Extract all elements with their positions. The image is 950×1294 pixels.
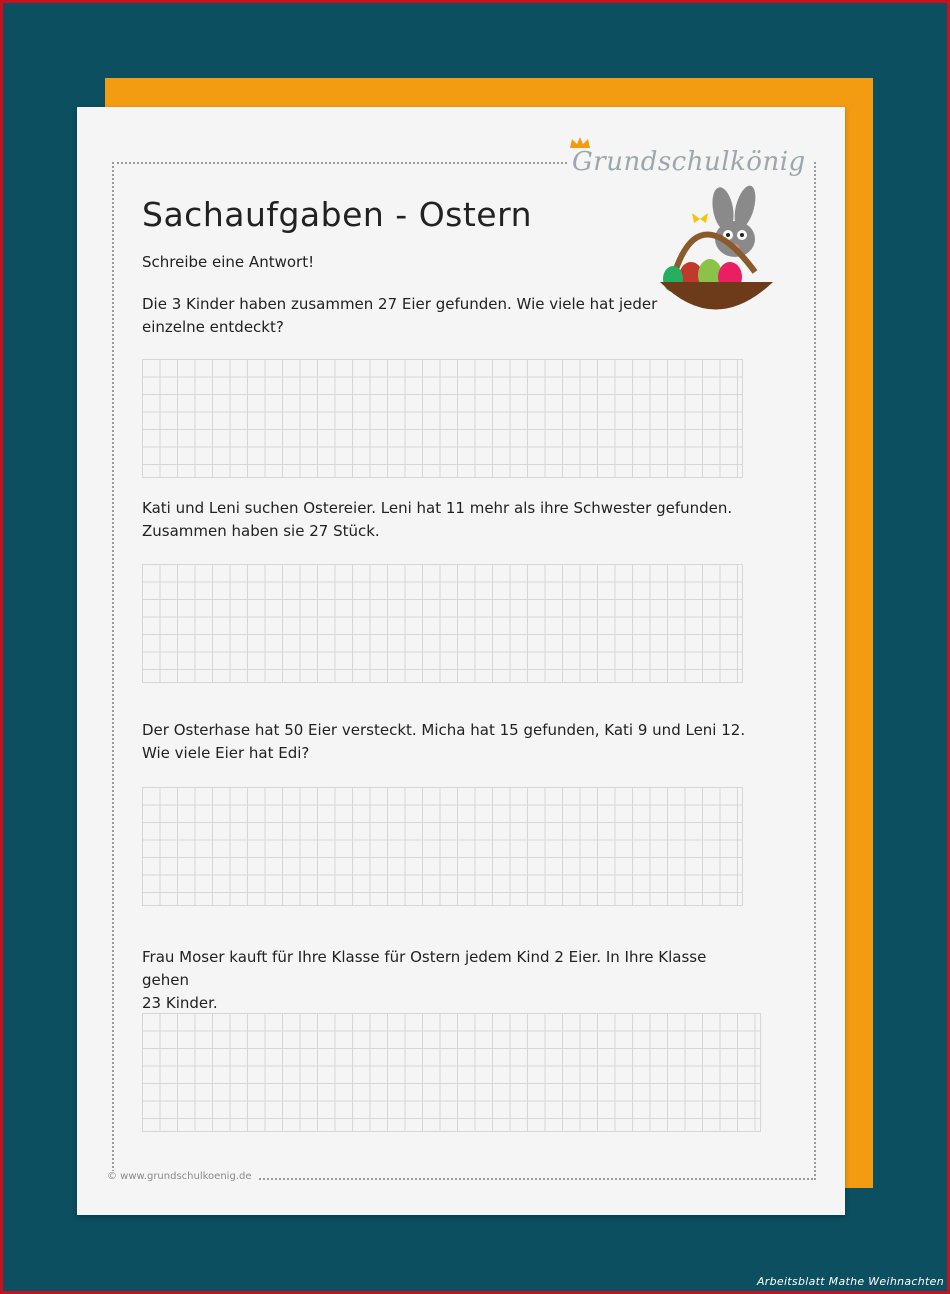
task-1-line-1: Die 3 Kinder haben zusammen 27 Eier gefunden. Wie viele hat jeder xyxy=(142,295,658,313)
footer-url: © www.grundschulkoenig.de xyxy=(107,1171,257,1182)
task-3 xyxy=(142,719,752,765)
page-title: Sachaufgaben - Ostern xyxy=(142,195,533,234)
task-4-line-2: 23 Kinder. xyxy=(142,994,218,1012)
task-3-line-1: Der Osterhase hat 50 Eier versteckt. Micha hat 15 gefunden, Kati 9 und Leni 12. xyxy=(142,721,746,739)
task-2-line-2: Zusammen haben sie 27 Stück. xyxy=(142,522,380,540)
task-1-line-2: einzelne entdeckt? xyxy=(142,318,284,336)
task-2-line-1: Kati und Leni suchen Ostereier. Leni hat 11 mehr als ihre Schwester gefunden. xyxy=(142,499,733,517)
task-4-line-1: Frau Moser kauft für Ihre Klasse für Ostern jedem Kind 2 Eier. In Ihre Klasse gehen xyxy=(142,948,707,989)
answer-grid-3[interactable] xyxy=(142,787,743,906)
answer-grid-1[interactable] xyxy=(142,359,743,478)
task-3-line-2: Wie viele Eier hat Edi? xyxy=(142,744,310,762)
task-1 xyxy=(142,293,752,339)
worksheet-page xyxy=(77,107,845,1215)
answer-grid-4[interactable] xyxy=(142,1013,761,1132)
instruction-text: Schreibe eine Antwort! xyxy=(142,253,315,271)
image-caption: Arbeitsblatt Mathe Weihnachten xyxy=(756,1275,944,1288)
answer-grid-2[interactable] xyxy=(142,564,743,683)
task-2 xyxy=(142,497,752,543)
brand-logo: Grundschulkönig xyxy=(572,147,806,177)
task-4 xyxy=(142,946,752,1015)
